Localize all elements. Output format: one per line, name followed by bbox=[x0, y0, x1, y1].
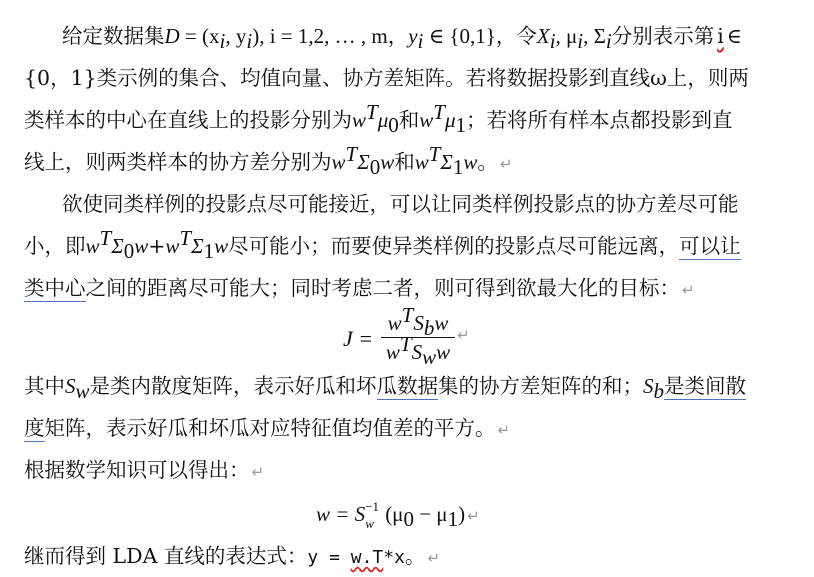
math-run: w bbox=[436, 340, 451, 364]
math-run: w bbox=[214, 234, 229, 258]
math-subscript: i bbox=[605, 29, 612, 54]
math-run: w bbox=[463, 150, 478, 174]
fraction-numerator bbox=[381, 303, 455, 341]
text-run: 分别表示第 bbox=[611, 24, 715, 48]
math-run: S bbox=[413, 311, 424, 335]
text-run: 矩阵，表示好瓜和坏瓜对应特征值均值差的平方。 bbox=[44, 416, 496, 440]
code-run: *x bbox=[383, 547, 405, 568]
paragraph-3-line-1 bbox=[24, 372, 747, 404]
paragraph-3-line-2 bbox=[24, 414, 510, 444]
solution-equation bbox=[316, 498, 480, 532]
math-run: Σ bbox=[191, 234, 204, 258]
paragraph-1-line-3 bbox=[24, 100, 733, 138]
text-run: 类样本的中心在直线上的投影分别为 bbox=[24, 108, 352, 132]
math-run: w bbox=[419, 108, 434, 132]
math-run: w bbox=[85, 234, 100, 258]
math-run: = (x bbox=[179, 24, 220, 48]
text-run: ， bbox=[387, 24, 409, 48]
math-supsub bbox=[365, 498, 385, 531]
math-run: − μ bbox=[413, 502, 448, 526]
math-run: w bbox=[414, 150, 429, 174]
text-run: 给定数据集 bbox=[62, 24, 165, 48]
text-run: 根据数学知识可以得出： bbox=[24, 458, 250, 482]
math-run: D bbox=[164, 24, 180, 48]
text-run: 继而得到 LDA 直线的表达式： bbox=[24, 544, 308, 568]
spellcheck-flagged-text[interactable]: i bbox=[717, 24, 724, 48]
math-subscript: i bbox=[219, 29, 226, 54]
grammar-flagged-text[interactable]: 可以让 bbox=[679, 234, 741, 258]
math-subscript: i bbox=[417, 29, 424, 54]
text-run: + bbox=[148, 234, 166, 258]
objective-equation bbox=[343, 303, 483, 370]
math-run: Σ bbox=[111, 234, 124, 258]
paragraph-2-line-1: 欲使同类样例的投影点尽可能接近，可以让同类样例投影点的协方差尽可能 bbox=[62, 192, 739, 216]
text-run: 和 bbox=[394, 150, 415, 174]
math-run: (μ bbox=[385, 502, 404, 526]
math-subscript: 1 bbox=[203, 239, 215, 264]
math-run: w bbox=[331, 150, 346, 174]
math-run: w = S bbox=[316, 502, 366, 526]
text-run: ∈ bbox=[726, 24, 742, 48]
text-run: 尽可能小；而要使异类样例的投影点尽可能远离， bbox=[228, 234, 680, 258]
math-subscript: w bbox=[422, 345, 437, 370]
math-subscript: w bbox=[75, 379, 90, 404]
math-superscript: T bbox=[179, 226, 192, 251]
paragraph-1-line-2: {0，1}类示例的集合、均值向量、协方差矩阵。若将数据投影到直线ω上，则两 bbox=[24, 66, 749, 90]
paragraph-mark: ↵ bbox=[457, 326, 470, 344]
math-superscript: T bbox=[99, 226, 112, 251]
math-superscript: T bbox=[428, 142, 441, 167]
math-subscript: w bbox=[365, 515, 374, 531]
math-superscript: T bbox=[399, 332, 412, 356]
math-run: w bbox=[134, 234, 149, 258]
math-run: w bbox=[387, 311, 402, 335]
math-run: w bbox=[434, 311, 449, 335]
math-run: Σ bbox=[440, 150, 453, 174]
paragraph-mark: ↵ bbox=[467, 507, 480, 525]
code-run: y = bbox=[307, 547, 351, 568]
math-run: , Σ bbox=[583, 24, 606, 48]
math-subscript: 0 bbox=[403, 507, 414, 532]
math-subscript: 0 bbox=[388, 113, 399, 138]
math-subscript: 0 bbox=[369, 155, 381, 180]
grammar-flagged-text[interactable]: 度 bbox=[24, 416, 45, 440]
grammar-flagged-text[interactable]: 瓜数据 bbox=[376, 374, 439, 398]
math-superscript: T bbox=[345, 142, 358, 167]
paragraph-mark: ↵ bbox=[499, 155, 513, 173]
text-run: 线上，则两类样本的协方差分别为 bbox=[24, 150, 332, 174]
paragraph-5 bbox=[24, 542, 440, 572]
text-run: 和 bbox=[398, 108, 420, 132]
math-run: S bbox=[411, 340, 423, 364]
math-subscript: b bbox=[423, 316, 435, 341]
grammar-flagged-text[interactable]: 类中心 bbox=[24, 276, 86, 300]
math-subscript: i bbox=[577, 29, 584, 54]
math-run: w bbox=[385, 340, 400, 364]
text-run: 其中 bbox=[24, 374, 65, 398]
paragraph-mark: ↵ bbox=[427, 549, 441, 567]
fraction-denominator bbox=[381, 332, 455, 370]
math-superscript: T bbox=[401, 303, 414, 327]
math-run: w bbox=[165, 234, 180, 258]
math-subscript: b bbox=[653, 379, 665, 404]
math-run: S bbox=[643, 374, 654, 398]
text-run: 集的协方差矩阵的和； bbox=[438, 374, 644, 398]
math-run: w bbox=[380, 150, 395, 174]
text-run: 小，即 bbox=[24, 234, 86, 258]
math-subscript: 0 bbox=[123, 239, 135, 264]
math-subscript: 1 bbox=[447, 507, 459, 532]
math-run: ) bbox=[458, 502, 466, 526]
paragraph-mark: ↵ bbox=[251, 463, 265, 481]
paragraph-2-line-2 bbox=[24, 226, 741, 264]
math-superscript: −1 bbox=[365, 498, 380, 514]
grammar-flagged-text[interactable]: 是类间散 bbox=[664, 374, 747, 398]
math-run: , μ bbox=[555, 24, 578, 48]
math-subscript: 1 bbox=[455, 113, 466, 138]
text-run: 。 bbox=[404, 544, 426, 568]
fraction-bar bbox=[381, 337, 455, 338]
math-superscript: T bbox=[433, 100, 445, 125]
math-run: ∈ {0,1} bbox=[423, 24, 496, 48]
text-run: 之间的距离尽可能大；同时考虑二者，则可得到欲最大化的目标： bbox=[85, 276, 680, 300]
text-run: ；若将所有样本点都投影到直 bbox=[466, 108, 733, 132]
math-subscript: i bbox=[549, 29, 556, 54]
text-run: 是类内散度矩阵，表示好瓜和坏 bbox=[89, 374, 377, 398]
math-superscript: T bbox=[366, 100, 378, 125]
math-subscript: i bbox=[246, 29, 253, 54]
math-subscript: 1 bbox=[452, 155, 464, 180]
paragraph-1-line-1 bbox=[62, 22, 742, 54]
math-run: , y bbox=[225, 24, 247, 48]
paragraph-1-line-4 bbox=[24, 142, 513, 180]
paragraph-mark: ↵ bbox=[497, 421, 511, 439]
math-run: ), i = 1,2, … , m bbox=[252, 24, 388, 48]
text-run: 。 bbox=[477, 150, 498, 174]
math-run: X bbox=[536, 24, 550, 48]
math-run: S bbox=[65, 374, 76, 398]
equation-lhs: J = bbox=[343, 326, 374, 351]
paragraph-4 bbox=[24, 456, 264, 486]
math-run: w bbox=[352, 108, 367, 132]
math-run: Σ bbox=[357, 150, 370, 174]
math-run: μ bbox=[444, 108, 456, 132]
text-run: ，令 bbox=[495, 24, 537, 48]
fraction bbox=[381, 303, 455, 370]
spellcheck-flagged-text[interactable]: w.T bbox=[350, 547, 384, 568]
paragraph-mark: ↵ bbox=[682, 281, 695, 299]
paragraph-2-line-3 bbox=[24, 274, 695, 304]
math-run: y bbox=[408, 24, 418, 48]
math-run: μ bbox=[377, 108, 389, 132]
